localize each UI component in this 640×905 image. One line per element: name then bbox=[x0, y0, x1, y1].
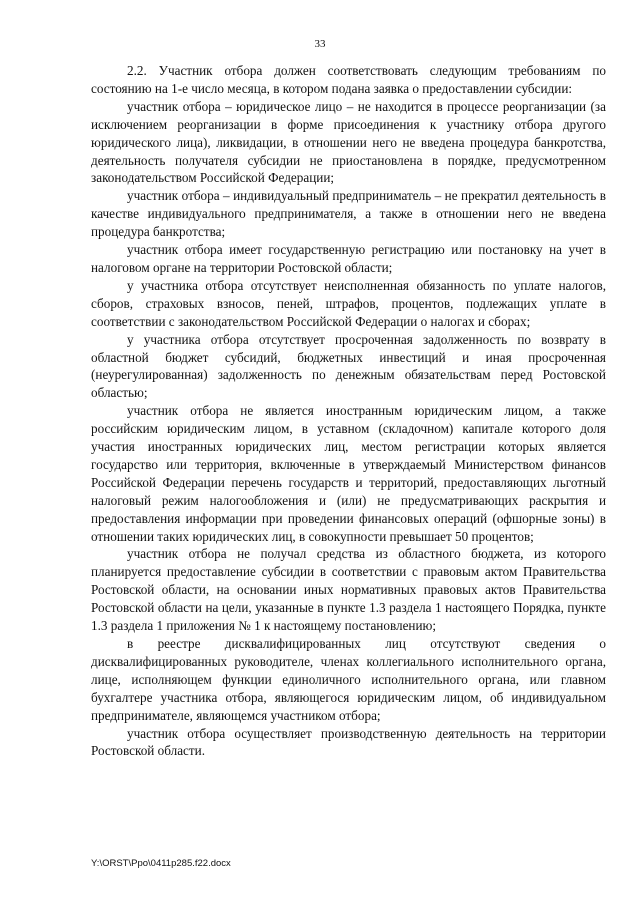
file-path-footer: Y:\ORST\Ppo\0411p285.f22.docx bbox=[91, 858, 231, 869]
paragraph-individual-entrepreneur: участник отбора – индивидуальный предприниматель – не прекратил деятельность в качестве индивидуального предпринимателя, а также в отношении него не введена процедура банкротства; bbox=[91, 188, 606, 240]
paragraph-disqualified-registry: в реестре дисквалифицированных лиц отсутствуют сведения о дисквалифицированных руководителе, членах коллегиального исполнительного органа, лице, исполняющем функции единоличного исполнительного органа, или главном бухгалтере участника отбора, являющегося юридическим лицом, об индивидуальном предпринимателе, являющемся участником отбора; bbox=[91, 636, 606, 723]
paragraph-tax-obligations: у участника отбора отсутствует неисполненная обязанность по уплате налогов, сборов, страховых взносов, пеней, штрафов, процентов, подлежащих уплате в соответствии с законодательством Российской Федерации о налогах и сборах; bbox=[91, 277, 606, 329]
paragraph-legal-entity: участник отбора – юридическое лицо – не находится в процессе реорганизации (за исключением реорганизации в форме присоединения к участнику отбора другого юридического лица), ликвидации, в отношении него не введена процедура банкротства, деятельность получателя субсидии не приостановлена в порядке, предусмотренном законодательством Российской Федерации; bbox=[91, 98, 606, 186]
document-body bbox=[91, 62, 606, 760]
paragraph-overdue-debt: у участника отбора отсутствует просроченная задолженность по возврату в областной бюджет субсидий, бюджетных инвестиций и иная просроченная (неурегулированная) задолженность по денежным обязательствам перед Ростовской областью; bbox=[91, 331, 606, 401]
paragraph-production-activity: участник отбора осуществляет производственную деятельность на территории Ростовской области. bbox=[91, 725, 606, 759]
paragraph-foreign-entity: участник отбора не является иностранным юридическим лицом, а также российским юридическим лицом, в уставном (складочном) капитале которого доля участия иностранных юридических лиц, местом регистрации которых является государство или территория, включенные в утверждаемый Министерством финансов Российской Федерации перечень государств и территорий, предоставляющих льготный налоговый режим налогообложения и (или) не предусматривающих раскрытия и предоставления информации при проведении финансовых операций (офшорные зоны) в отношении таких юридических лиц, в совокупности превышает 50 процентов; bbox=[91, 403, 606, 544]
paragraph-budget-funds: участник отбора не получал средства из областного бюджета, из которого планируется предоставление субсидии в соответствии с правовым актом Правительства Ростовской области, на основании иных нормативных правовых актов Правительства Ростовской области на цели, указанные в пункте 1.3 раздела 1 настоящего Порядка, пункте 1.3 раздела 1 приложения № 1 к настоящему постановлению; bbox=[91, 546, 606, 634]
paragraph-registration: участник отбора имеет государственную регистрацию или постановку на учет в налоговом органе на территории Ростовской области; bbox=[91, 242, 606, 275]
paragraph-requirements-intro: 2.2. Участник отбора должен соответствовать следующим требованиям по состоянию на 1-е число месяца, в котором подана заявка о предоставлении субсидии: bbox=[91, 63, 606, 96]
page-number: 33 bbox=[314, 38, 326, 50]
